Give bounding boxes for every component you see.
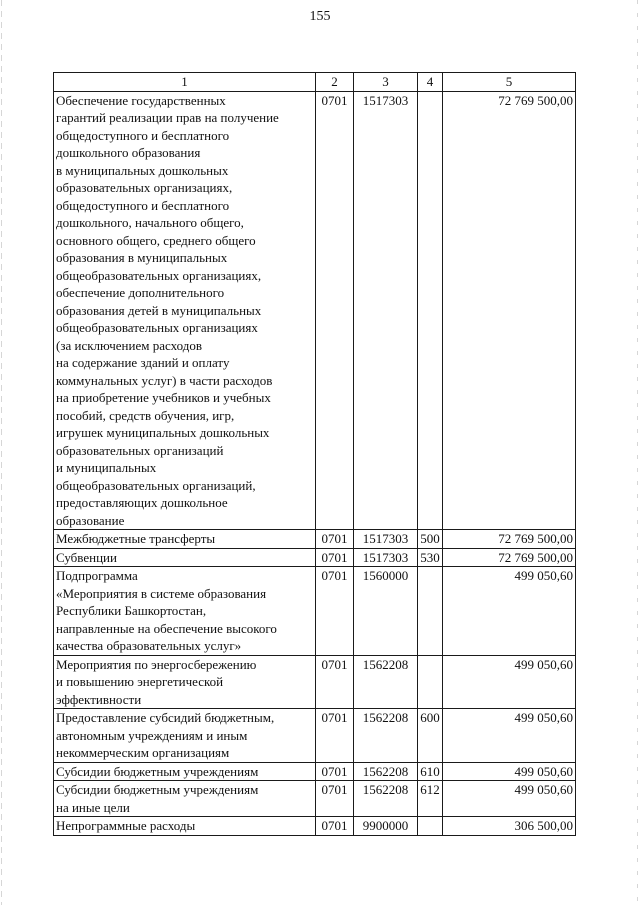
row-section: 0701: [316, 655, 354, 709]
row-amount: 72 769 500,00: [443, 91, 576, 530]
row-expense: [418, 817, 443, 836]
row-target: 1562208: [354, 655, 418, 709]
header-col-target: 3: [354, 73, 418, 92]
header-col-section: 2: [316, 73, 354, 92]
row-name: Предоставление субсидий бюджетным, автономным учреждениям и иным некоммерческим организациям: [54, 709, 316, 763]
row-expense: 530: [418, 548, 443, 567]
row-name: Межбюджетные трансферты: [54, 530, 316, 549]
row-target: 9900000: [354, 817, 418, 836]
header-col-expense: 4: [418, 73, 443, 92]
row-section: 0701: [316, 762, 354, 781]
row-amount: 499 050,60: [443, 762, 576, 781]
row-name: Подпрограмма «Мероприятия в системе образования Республики Башкортостан, направленные на обеспечение высокого качества образовательных услуг»: [54, 567, 316, 656]
row-amount: 499 050,60: [443, 567, 576, 656]
table-row: [54, 91, 576, 530]
row-name: Субсидии бюджетным учреждениям: [54, 762, 316, 781]
table-row: [54, 781, 576, 817]
row-target: 1517303: [354, 530, 418, 549]
row-section: 0701: [316, 530, 354, 549]
row-target: 1517303: [354, 548, 418, 567]
row-amount: 499 050,60: [443, 655, 576, 709]
row-amount: 72 769 500,00: [443, 548, 576, 567]
row-name: Мероприятия по энергосбережению и повышению энергетической эффективности: [54, 655, 316, 709]
scan-edge-right: [637, 0, 638, 905]
row-section: 0701: [316, 567, 354, 656]
row-amount: 499 050,60: [443, 709, 576, 763]
table-row: [54, 548, 576, 567]
row-expense: 600: [418, 709, 443, 763]
header-row: [54, 73, 576, 92]
table-row: [54, 567, 576, 656]
table-row: [54, 817, 576, 836]
row-amount: 499 050,60: [443, 781, 576, 817]
table-row: [54, 709, 576, 763]
row-section: 0701: [316, 548, 354, 567]
page-number: 155: [309, 9, 331, 24]
table-row: [54, 762, 576, 781]
header-col-name: 1: [54, 73, 316, 92]
row-expense: [418, 567, 443, 656]
row-target: 1562208: [354, 762, 418, 781]
table-row: [54, 655, 576, 709]
row-section: 0701: [316, 91, 354, 530]
budget-table: [53, 72, 576, 836]
row-section: 0701: [316, 781, 354, 817]
row-expense: 612: [418, 781, 443, 817]
scan-edge-left: [1, 0, 2, 905]
row-name: Непрограммные расходы: [54, 817, 316, 836]
row-name: Субвенции: [54, 548, 316, 567]
row-expense: 610: [418, 762, 443, 781]
row-name: Обеспечение государственных гарантий реализации прав на получение общедоступного и бесплатного дошкольного образования в муниципальных дошкольных образовательных организациях, общедоступного и бесплатного дошкольного, начального общего, основного общего, среднего общего образования в муниципальных общеобразовательных организациях, обеспечение дополнительного образования детей в муниципальных общеобразовательных организациях (за исключением расходов на содержание зданий и оплату коммунальных услуг) в части расходов на приобретение учебников и учебных пособий, средств обучения, игр, игрушек муниципальных дошкольных образовательных организаций и муниципальных общеобразовательных организаций, предоставляющих дошкольное образование: [54, 91, 316, 530]
row-amount: 306 500,00: [443, 817, 576, 836]
row-expense: 500: [418, 530, 443, 549]
row-name: Субсидии бюджетным учреждениям на иные цели: [54, 781, 316, 817]
row-target: 1560000: [354, 567, 418, 656]
row-target: 1517303: [354, 91, 418, 530]
table-row: [54, 530, 576, 549]
header-col-amount: 5: [443, 73, 576, 92]
row-expense: [418, 655, 443, 709]
row-section: 0701: [316, 709, 354, 763]
row-target: 1562208: [354, 781, 418, 817]
row-target: 1562208: [354, 709, 418, 763]
row-amount: 72 769 500,00: [443, 530, 576, 549]
row-expense: [418, 91, 443, 530]
row-section: 0701: [316, 817, 354, 836]
